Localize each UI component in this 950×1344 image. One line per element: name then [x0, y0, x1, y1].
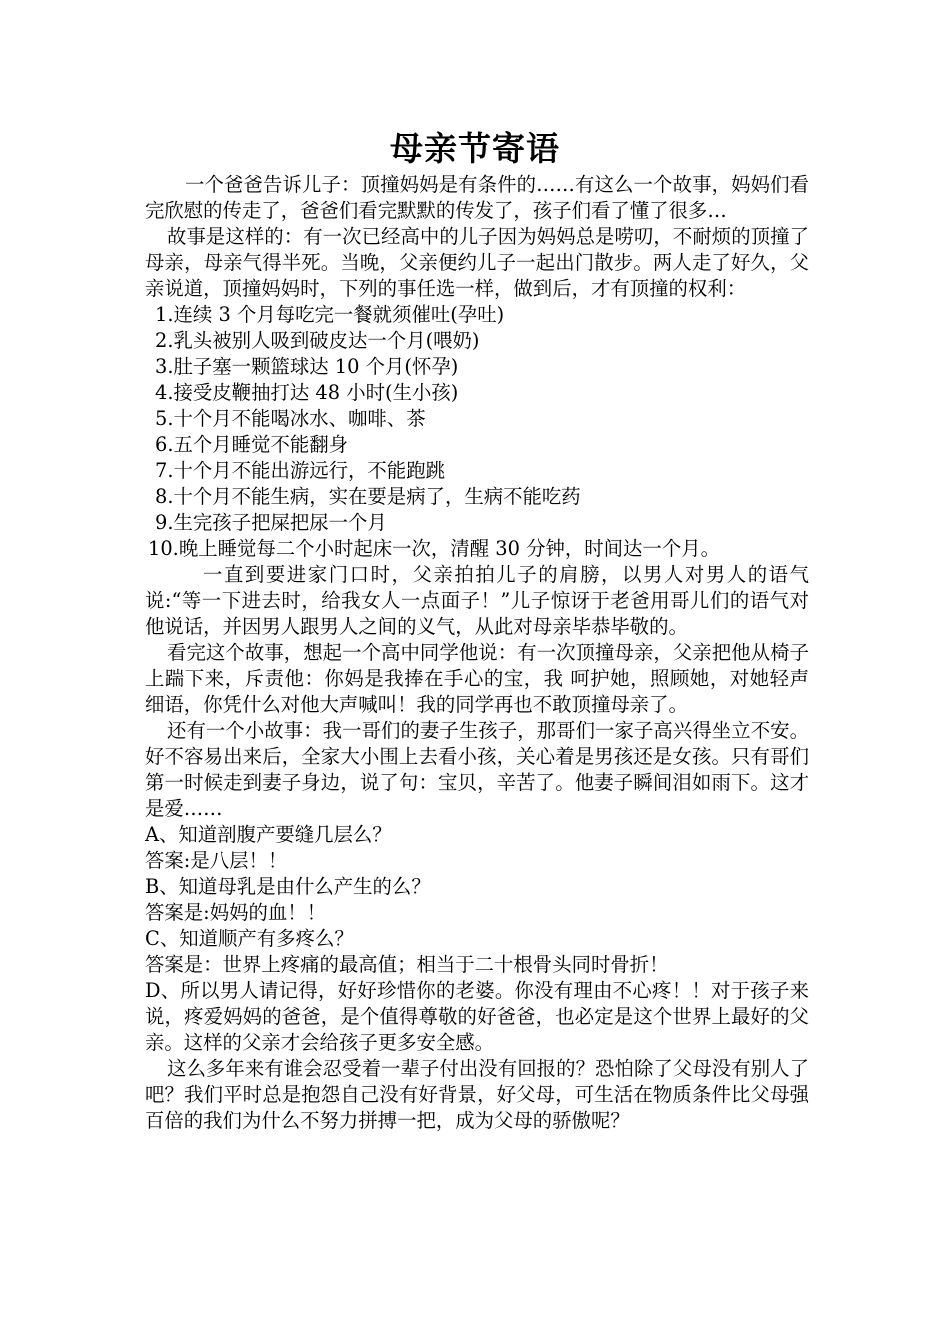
list-item: 6.五个月睡觉不能翻身	[155, 433, 349, 456]
answer-a: 答案:是八层！！	[145, 849, 288, 872]
list-item: 2.乳头被别人吸到破皮达一个月(喂奶)	[155, 329, 480, 352]
answer-c: 答案是：世界上疼痛的最高值；相当于二十根骨头同时骨折！	[145, 953, 669, 976]
classmate-paragraph: 看完这个故事，想起一个高中同学他说：有一次顶撞母亲，父亲把他从椅子上踹下来，斥责他：你妈是我捧在手心的宝，我 呵护她，照顾她，对她轻声细语，你凭什么对他大声喊叫！我的同学再也不敢顶撞母亲了。	[145, 641, 809, 716]
intro-paragraph: 一个爸爸告诉儿子：顶撞妈妈是有条件的……有这么一个故事，妈妈们看完欣慰的传走了，爸爸们看完默默的传发了，孩子们看了懂了很多…	[145, 173, 809, 222]
list-item: 4.接受皮鞭抽打达 48 小时(生小孩)	[155, 381, 459, 404]
list-item: 1.连续 3 个月每吃完一餐就须催吐(孕吐)	[155, 303, 505, 326]
closing-paragraph: 这么多年来有谁会忍受着一辈子付出没有回报的？恐怕除了父母没有别人了吧？我们平时总是抱怨自己没有好背景，好父母，可生活在物质条件比父母强百倍的我们为什么不努力拼搏一把，成为父母的骄傲呢？	[145, 1057, 809, 1132]
story-paragraph: 故事是这样的：有一次已经高中的儿子因为妈妈总是唠叨，不耐烦的顶撞了母亲，母亲气得半死。当晚，父亲便约儿子一起出门散步。两人走了好久，父亲说道，顶撞妈妈时，下列的事任选一样，做到后，才有顶撞的权利：	[145, 225, 809, 300]
list-item: 7.十个月不能出游远行，不能跑跳	[155, 459, 445, 482]
question-a: A、知道剖腹产要缝几层么？	[145, 823, 392, 846]
after-list-paragraph: 一直到要进家门口时，父亲拍拍儿子的肩膀，以男人对男人的语气说:“等一下进去时，给我女人一点面子！”儿子惊讶于老爸用哥儿们的语气对他说话，并因男人跟男人之间的义气，从此对母亲毕恭毕敬的。	[145, 563, 809, 638]
list-item: 10.晚上睡觉每二个小时起床一次，清醒 30 分钟，时间达一个月。	[148, 537, 720, 560]
question-d: D、所以男人请记得，好好珍惜你的老婆。你没有理由不心疼！！对于孩子来说，疼爱妈妈的爸爸，是个值得尊敬的好爸爸，也必定是这个世界上最好的父亲。这样的父亲才会给孩子更多安全感。	[145, 979, 809, 1054]
conditions-list	[145, 302, 809, 562]
list-item: 8.十个月不能生病，实在要是病了，生病不能吃药	[155, 485, 581, 508]
page-title: 母亲节寄语	[390, 129, 560, 168]
document-body	[145, 172, 809, 1134]
qa-section	[145, 822, 809, 1056]
small-story-paragraph: 还有一个小故事：我一哥们的妻子生孩子，那哥们一家子高兴得坐立不安。好不容易出来后，全家大小围上去看小孩，关心着是男孩还是女孩。只有哥们第一时候走到妻子身边，说了句：宝贝，辛苦了。他妻子瞬间泪如雨下。这才是爱……	[145, 719, 809, 820]
question-c: C、知道顺产有多疼么？	[145, 927, 354, 950]
list-item: 3.肚子塞一颗篮球达 10 个月(怀孕)	[155, 355, 459, 378]
question-b: B、知道母乳是由什么产生的么？	[145, 875, 431, 898]
list-item: 5.十个月不能喝冰水、咖啡、茶	[155, 407, 426, 430]
answer-b: 答案是:妈妈的血！！	[145, 901, 327, 924]
list-item: 9.生完孩子把屎把尿一个月	[155, 511, 387, 534]
